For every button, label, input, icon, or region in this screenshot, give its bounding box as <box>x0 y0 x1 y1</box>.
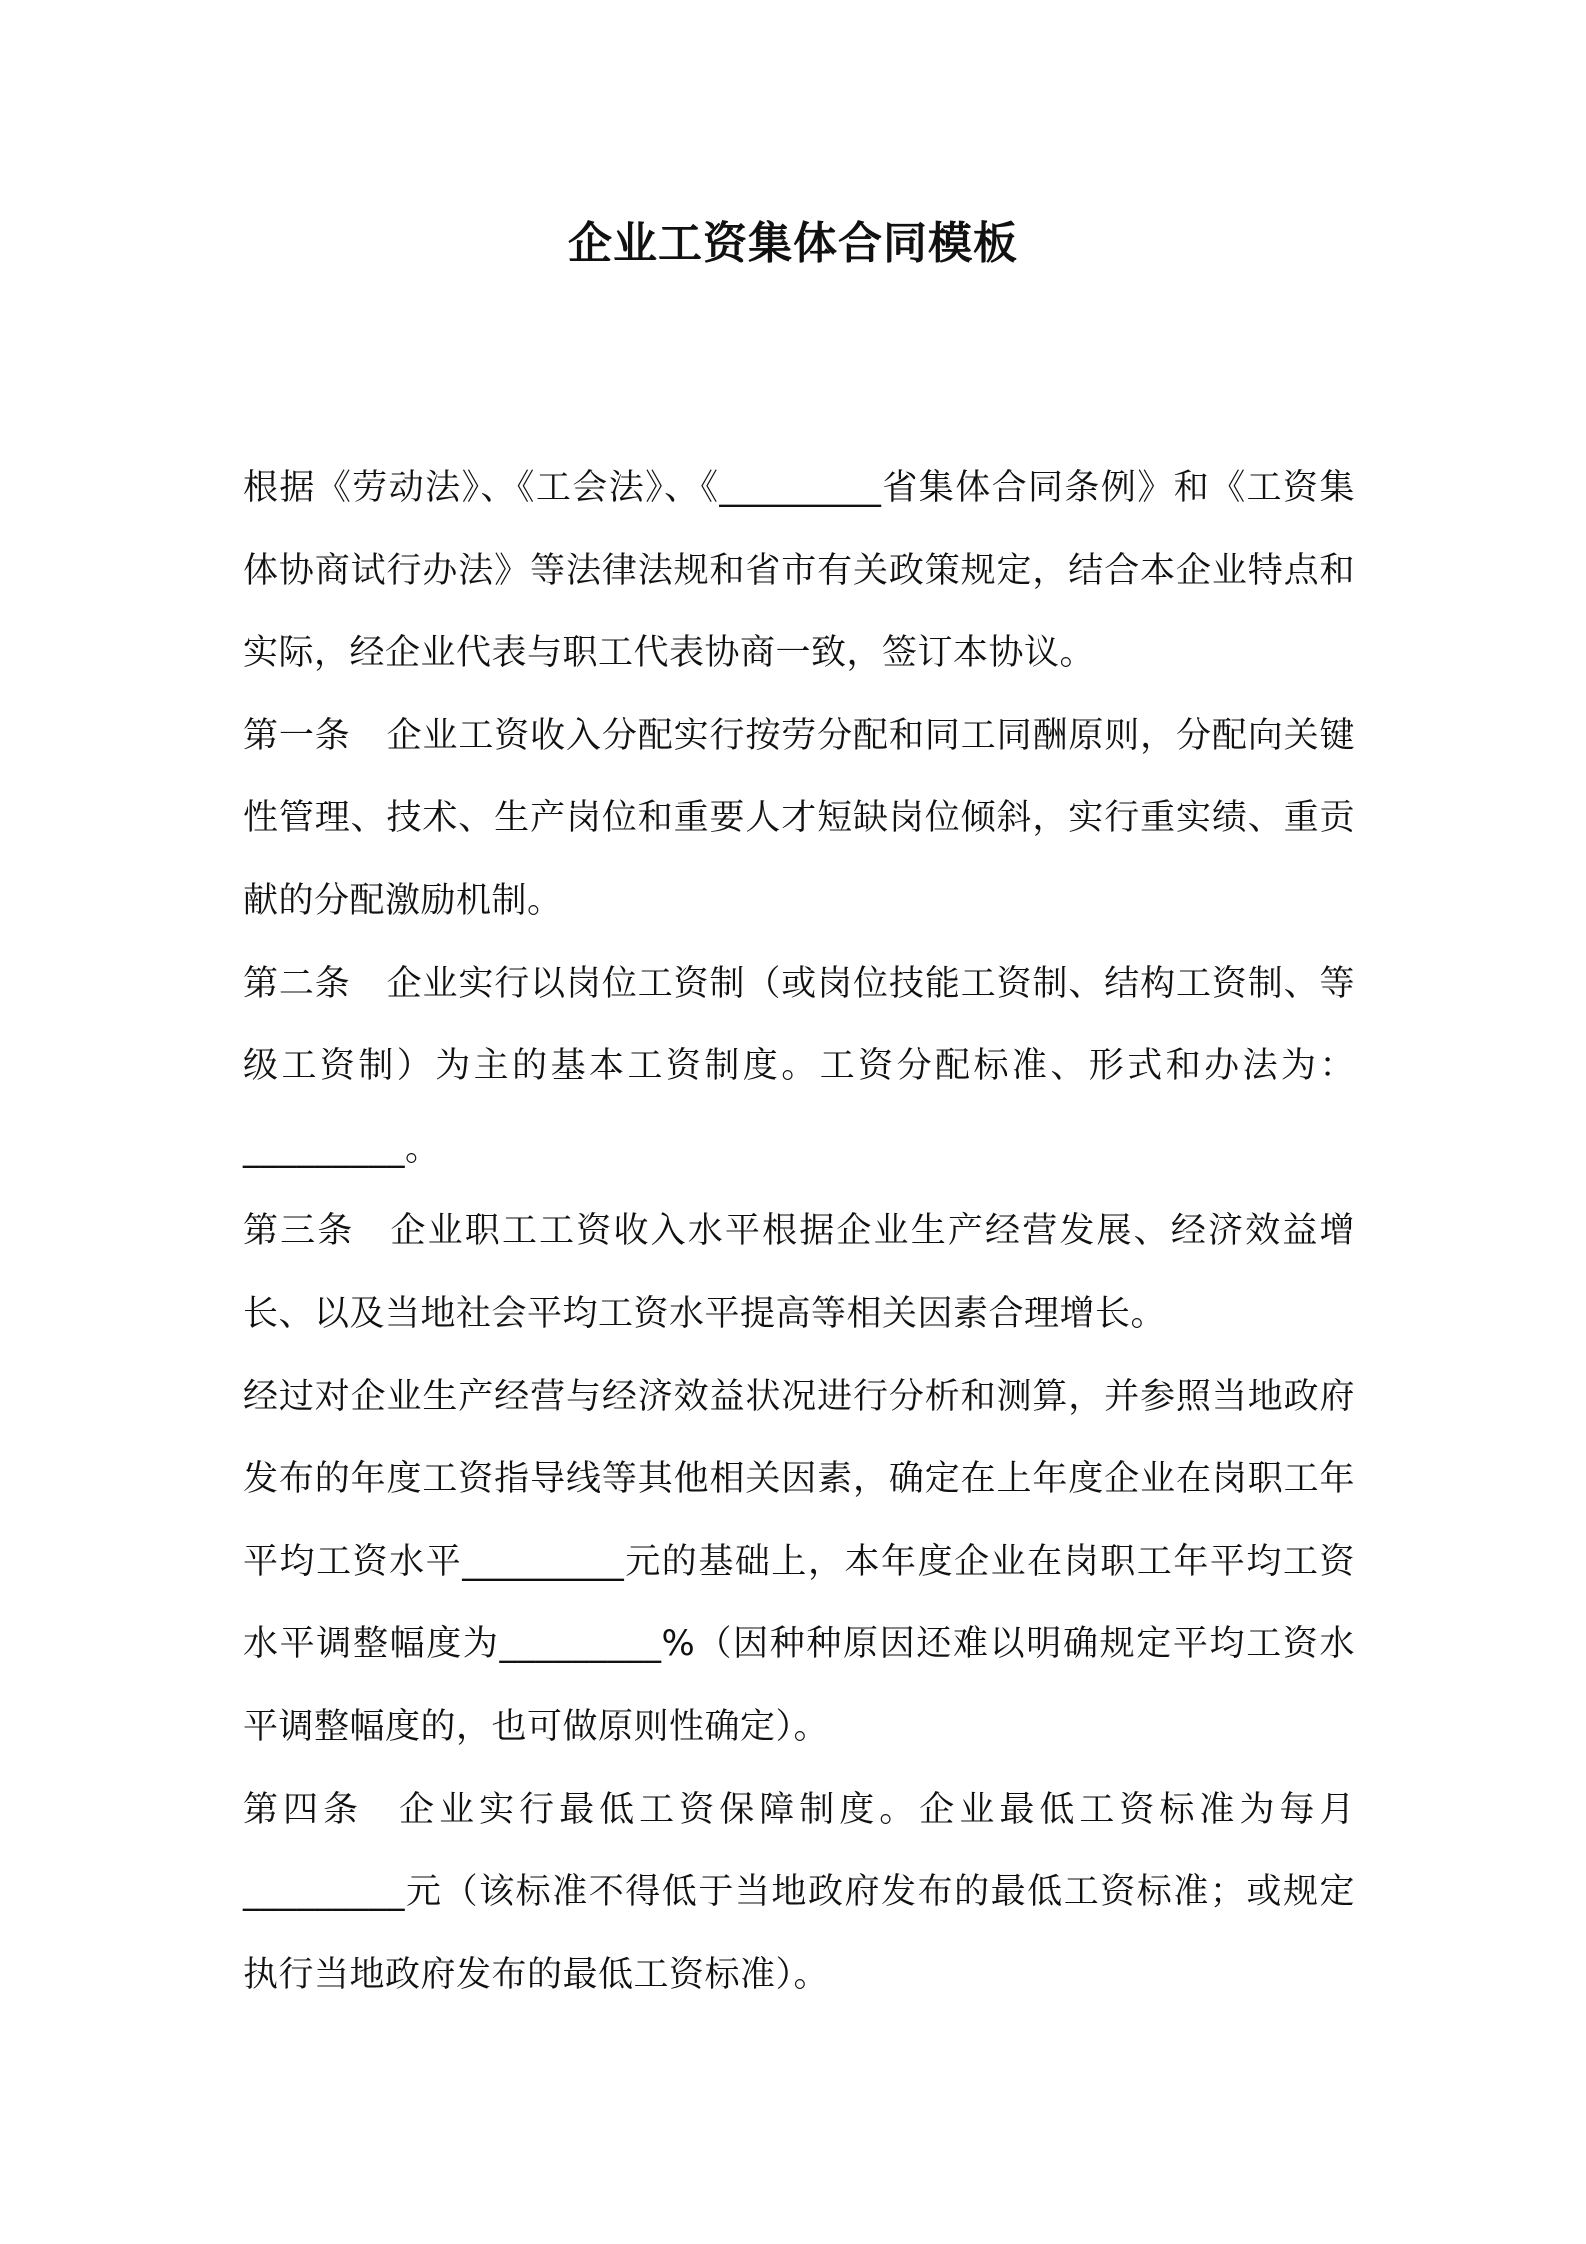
article-3-continuation-paragraph <box>243 1356 1355 1769</box>
article-2-text: 企业实行以岗位工资制（或岗位技能工资制、结构工资制、等级工资制）为主的基本工资制度。工资分配标准、形式和办法为：_________。 <box>243 963 1355 1169</box>
preamble-text: 根据《劳动法》、《工会法》、《_________省集体合同条例》和《工资集体协商试行办法》等法律法规和省市有关政策规定，结合本企业特点和实际，经企业代表与职工代表协商一致，签订本协议。 <box>243 468 1355 674</box>
document-body <box>243 447 1355 2016</box>
article-3-text: 企业职工工资收入水平根据企业生产经营发展、经济效益增长、以及当地社会平均工资水平提高等相关因素合理增长。 <box>243 1211 1355 1334</box>
article-4-paragraph <box>243 1769 1355 2017</box>
article-3-continuation-text: 经过对企业生产经营与经济效益状况进行分析和测算，并参照当地政府发布的年度工资指导线等其他相关因素，确定在上年度企业在岗职工年平均工资水平_________元的基础上，本年度企业在岗职工年平均工资水平调整幅度为_________%（因种种原因还难以明确规定平均工资水平调整幅度的，也可做原则性确定）。 <box>243 1376 1355 1747</box>
article-1-paragraph <box>243 695 1355 943</box>
article-3-label: 第三条 <box>243 1211 355 1252</box>
article-2-label: 第二条 <box>243 963 351 1004</box>
preamble-paragraph <box>243 447 1355 695</box>
article-1-text: 企业工资收入分配实行按劳分配和同工同酬原则，分配向关键性管理、技术、生产岗位和重要人才短缺岗位倾斜，实行重实绩、重贡献的分配激励机制。 <box>243 715 1355 921</box>
article-1-label: 第一条 <box>243 715 351 756</box>
article-4-label: 第四条 <box>243 1789 364 1830</box>
document-title: 企业工资集体合同模板 <box>568 218 1018 269</box>
article-2-paragraph <box>243 943 1355 1191</box>
article-4-text: 企业实行最低工资保障制度。企业最低工资标准为每月_________元（该标准不得低于当地政府发布的最低工资标准；或规定执行当地政府发布的最低工资标准）。 <box>243 1789 1355 1995</box>
article-3-paragraph <box>243 1190 1355 1355</box>
